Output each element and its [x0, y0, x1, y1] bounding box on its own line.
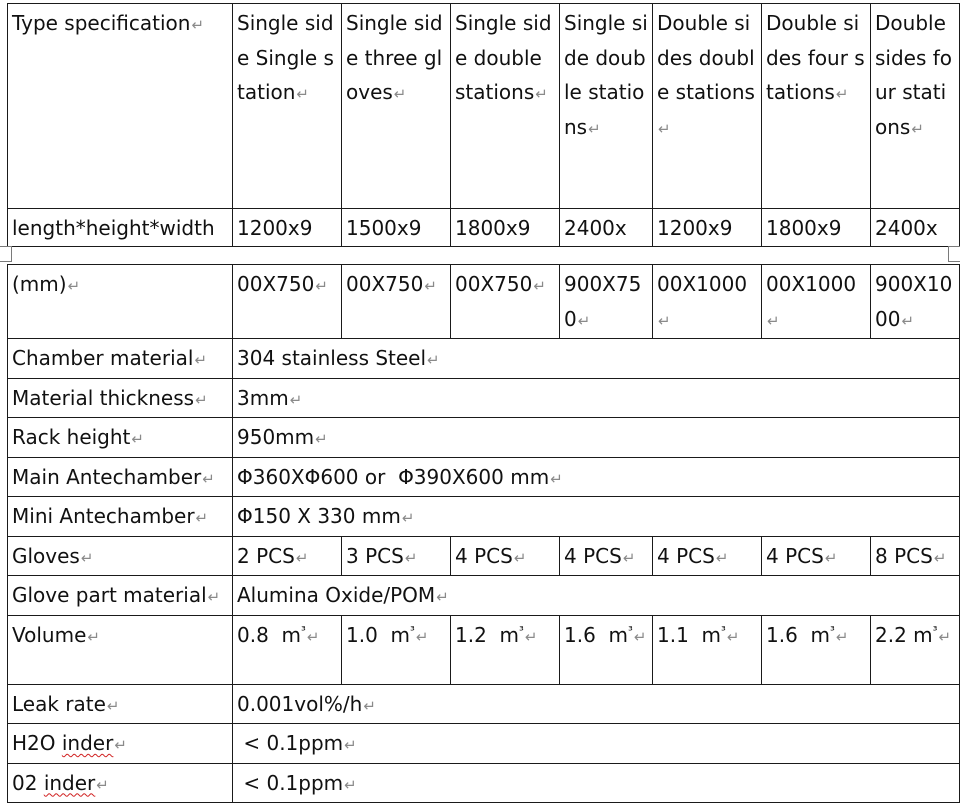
- row-value: Alumina Oxide/POM: [237, 583, 436, 607]
- dimension-cell: [233, 265, 342, 339]
- dimension-text: 00X1000: [766, 272, 857, 296]
- row-value: 0.001vol%/h: [237, 691, 363, 716]
- row-label: Leak rate: [12, 691, 106, 716]
- header-col-2: [342, 4, 451, 209]
- paragraph-mark-icon: ↵: [726, 627, 740, 646]
- dimension-cell: 2400x: [560, 209, 653, 247]
- header-col-4: [560, 4, 653, 209]
- paragraph-mark-icon: ↵: [577, 311, 591, 330]
- row-label: Chamber material: [12, 346, 194, 370]
- cube-superscript: ³: [721, 622, 726, 637]
- paragraph-mark-icon: ↵: [901, 311, 915, 330]
- dimensions-unit-cell: [8, 265, 233, 339]
- paragraph-mark-icon: ↵: [658, 311, 671, 330]
- dimension-cell: [560, 265, 653, 339]
- row-value-cell: [233, 497, 960, 537]
- row-label-cell: [8, 536, 233, 576]
- header-col-6: [762, 4, 871, 209]
- chamber-row: [8, 339, 960, 379]
- paragraph-mark-icon: ↵: [80, 548, 94, 567]
- dimensions-label: length*height*width: [8, 209, 233, 247]
- row-label-cell: [8, 497, 233, 537]
- spec-table-bottom: [7, 264, 960, 803]
- paragraph-mark-icon: ↵: [938, 627, 952, 646]
- paragraph-mark-icon: ↵: [550, 469, 563, 488]
- dimension-text: 900X1000: [875, 272, 953, 331]
- gloves-row: [8, 536, 960, 576]
- row-label: H2O: [12, 731, 62, 755]
- header-col-text: Single side double stations: [564, 11, 648, 139]
- header-col-text: Single side three gloves: [346, 11, 443, 104]
- main-antechamber-row: [8, 457, 960, 497]
- gloves-cell: [560, 536, 653, 576]
- dimension-cell: 1200x9: [233, 209, 342, 247]
- row-label: Glove part material: [12, 583, 207, 607]
- volume-row: [8, 615, 960, 684]
- row-label-cell: [8, 615, 233, 684]
- paragraph-mark-icon: ↵: [436, 588, 449, 606]
- volume-value: 1.0 m: [346, 622, 411, 647]
- gloves-value: 4 PCS: [766, 543, 824, 568]
- paragraph-mark-icon: ↵: [393, 85, 407, 103]
- paragraph-mark-icon: ↵: [404, 548, 418, 567]
- paragraph-mark-icon: ↵: [194, 351, 208, 369]
- row-label-cell: [8, 724, 233, 764]
- leak-rate-row: [8, 684, 960, 724]
- rack-row: [8, 418, 960, 458]
- volume-value: 1.2 m: [455, 622, 520, 647]
- row-value: Φ360XΦ600 or Φ390X600 mm: [237, 464, 550, 489]
- dimensions-unit: (mm): [12, 272, 67, 296]
- dimension-text: 00X1000: [657, 272, 748, 296]
- paragraph-mark-icon: ↵: [933, 548, 947, 567]
- row-label: Main Antechamber: [12, 464, 202, 489]
- gloves-cell: [342, 536, 451, 576]
- cube-superscript: ³: [410, 622, 415, 637]
- paragraph-mark-icon: ↵: [513, 548, 527, 567]
- paragraph-mark-icon: ↵: [195, 390, 208, 409]
- cube-superscript: ³: [301, 622, 306, 637]
- volume-cell: [451, 615, 560, 684]
- table-break-marker-left: [0, 246, 12, 262]
- dimension-text: 00X750: [455, 272, 533, 296]
- row-label: Material thickness: [12, 385, 195, 410]
- paragraph-mark-icon: ↵: [289, 390, 303, 409]
- gloves-value: 4 PCS: [657, 543, 715, 568]
- row-label: Gloves: [12, 543, 80, 568]
- header-label-cell: [8, 4, 233, 209]
- dimension-cell: 1800x9: [762, 209, 871, 247]
- paragraph-mark-icon: ↵: [344, 736, 357, 754]
- row-value: < 0.1ppm: [237, 770, 344, 795]
- paragraph-mark-icon: ↵: [588, 119, 601, 138]
- header-row: [8, 4, 960, 209]
- paragraph-mark-icon: ↵: [767, 311, 780, 330]
- row-value-cell: [233, 724, 960, 764]
- row-label: Volume: [12, 622, 87, 647]
- volume-cell: [342, 615, 451, 684]
- volume-value: 1.1 m: [657, 622, 722, 647]
- spellcheck-word[interactable]: inder: [43, 770, 96, 795]
- gloves-value: 3 PCS: [346, 543, 404, 568]
- paragraph-mark-icon: ↵: [96, 775, 109, 794]
- header-col-text: Double sides four stations: [766, 11, 865, 104]
- row-label-cell: [8, 763, 233, 803]
- gloves-value: 4 PCS: [455, 543, 513, 568]
- header-col-text: Double sides double stations: [657, 11, 755, 104]
- paragraph-mark-icon: ↵: [824, 548, 838, 567]
- glove-part-row: [8, 576, 960, 616]
- volume-value: 1.6 m: [564, 622, 629, 647]
- gloves-value: 2 PCS: [237, 543, 295, 568]
- row-value-cell: [233, 418, 960, 458]
- row-value: < 0.1ppm: [237, 731, 344, 755]
- spec-table-top: [7, 3, 960, 247]
- row-value-cell: [233, 378, 960, 418]
- header-col-7: [871, 4, 960, 209]
- dimension-cell: [342, 265, 451, 339]
- paragraph-mark-icon: ↵: [427, 351, 440, 369]
- dimension-cell: 1500x9: [342, 209, 451, 247]
- paragraph-mark-icon: ↵: [524, 627, 538, 646]
- row-label: 02: [12, 770, 44, 795]
- paragraph-mark-icon: ↵: [191, 16, 205, 34]
- spellcheck-word[interactable]: inder: [61, 731, 114, 755]
- paragraph-mark-icon: ↵: [622, 548, 636, 567]
- paragraph-mark-icon: ↵: [296, 85, 309, 103]
- dimension-cell: [653, 265, 762, 339]
- paragraph-mark-icon: ↵: [533, 277, 546, 295]
- paragraph-mark-icon: ↵: [715, 548, 729, 567]
- row-value: Φ150 X 330 mm: [237, 504, 401, 528]
- dimension-cell: 1200x9: [653, 209, 762, 247]
- paragraph-mark-icon: ↵: [401, 509, 415, 527]
- header-label: Type specification: [12, 11, 191, 35]
- paragraph-mark-icon: ↵: [424, 277, 437, 295]
- h2o-row: [8, 724, 960, 764]
- gloves-value: 4 PCS: [564, 543, 622, 568]
- row-value-cell: [233, 763, 960, 803]
- paragraph-mark-icon: ↵: [131, 430, 144, 448]
- dimension-text: 00X750: [346, 272, 424, 296]
- header-col-1: [233, 4, 342, 209]
- volume-cell: [653, 615, 762, 684]
- cube-superscript: ³: [830, 622, 835, 637]
- dimension-cell: [451, 265, 560, 339]
- o2-row: [8, 763, 960, 803]
- row-value: 304 stainless Steel: [237, 346, 427, 370]
- paragraph-mark-icon: ↵: [415, 627, 429, 646]
- dimension-text: 00X750: [237, 272, 315, 296]
- header-col-text: Double sides four stations: [875, 11, 953, 139]
- row-value-cell: [233, 684, 960, 724]
- dimension-cell: 2400x: [871, 209, 960, 247]
- header-col-5: [653, 4, 762, 209]
- row-value-cell: [233, 457, 960, 497]
- volume-cell: [233, 615, 342, 684]
- header-col-text: Single side double stations: [455, 11, 552, 104]
- mini-antechamber-row: [8, 497, 960, 537]
- gloves-cell: [871, 536, 960, 576]
- gloves-cell: [451, 536, 560, 576]
- gloves-cell: [653, 536, 762, 576]
- volume-cell: [762, 615, 871, 684]
- paragraph-mark-icon: ↵: [106, 696, 120, 715]
- volume-value: 0.8 m: [237, 622, 302, 647]
- volume-value: 2.2 m: [875, 622, 933, 647]
- header-col-text: Single side Single station: [237, 11, 334, 104]
- dimension-cell: [762, 265, 871, 339]
- row-label-cell: [8, 684, 233, 724]
- paragraph-mark-icon: ↵: [835, 85, 849, 103]
- row-label: Rack height: [12, 425, 131, 449]
- paragraph-mark-icon: ↵: [202, 469, 215, 488]
- row-value-cell: [233, 339, 960, 379]
- paragraph-mark-icon: ↵: [363, 696, 376, 715]
- paragraph-mark-icon: ↵: [535, 85, 548, 103]
- thickness-row: [8, 378, 960, 418]
- paragraph-mark-icon: ↵: [306, 627, 320, 646]
- paragraph-mark-icon: ↵: [315, 430, 328, 448]
- row-value-cell: [233, 576, 960, 616]
- paragraph-mark-icon: ↵: [658, 119, 671, 138]
- dimensions-row-bottom: [8, 265, 960, 339]
- table-break-marker-right: [948, 246, 960, 262]
- volume-value: 1.6 m: [766, 622, 831, 647]
- dimension-text: 900X750: [564, 272, 642, 331]
- row-label-cell: [8, 418, 233, 458]
- paragraph-mark-icon: ↵: [207, 588, 221, 606]
- paragraph-mark-icon: ↵: [87, 627, 100, 646]
- paragraph-mark-icon: ↵: [67, 277, 81, 295]
- paragraph-mark-icon: ↵: [195, 509, 209, 527]
- header-col-3: [451, 4, 560, 209]
- paragraph-mark-icon: ↵: [114, 736, 127, 754]
- row-value: 3mm: [237, 385, 289, 410]
- paragraph-mark-icon: ↵: [911, 119, 924, 138]
- paragraph-mark-icon: ↵: [295, 548, 309, 567]
- row-label: Mini Antechamber: [12, 504, 195, 528]
- paragraph-mark-icon: ↵: [344, 775, 357, 794]
- paragraph-mark-icon: ↵: [315, 277, 328, 295]
- paragraph-mark-icon: ↵: [835, 627, 849, 646]
- volume-cell: [871, 615, 960, 684]
- cube-superscript: ³: [628, 622, 633, 637]
- gloves-value: 8 PCS: [875, 543, 933, 568]
- row-label-cell: [8, 576, 233, 616]
- row-label-cell: [8, 457, 233, 497]
- row-label-cell: [8, 378, 233, 418]
- volume-cell: [560, 615, 653, 684]
- row-label-cell: [8, 339, 233, 379]
- dimension-cell: 1800x9: [451, 209, 560, 247]
- cube-superscript: ³: [932, 622, 938, 637]
- gloves-cell: [233, 536, 342, 576]
- row-value: 950mm: [237, 425, 315, 449]
- dimensions-row-top: [8, 209, 960, 247]
- paragraph-mark-icon: ↵: [633, 627, 647, 646]
- dimension-cell: [871, 265, 960, 339]
- cube-superscript: ³: [519, 622, 524, 637]
- gloves-cell: [762, 536, 871, 576]
